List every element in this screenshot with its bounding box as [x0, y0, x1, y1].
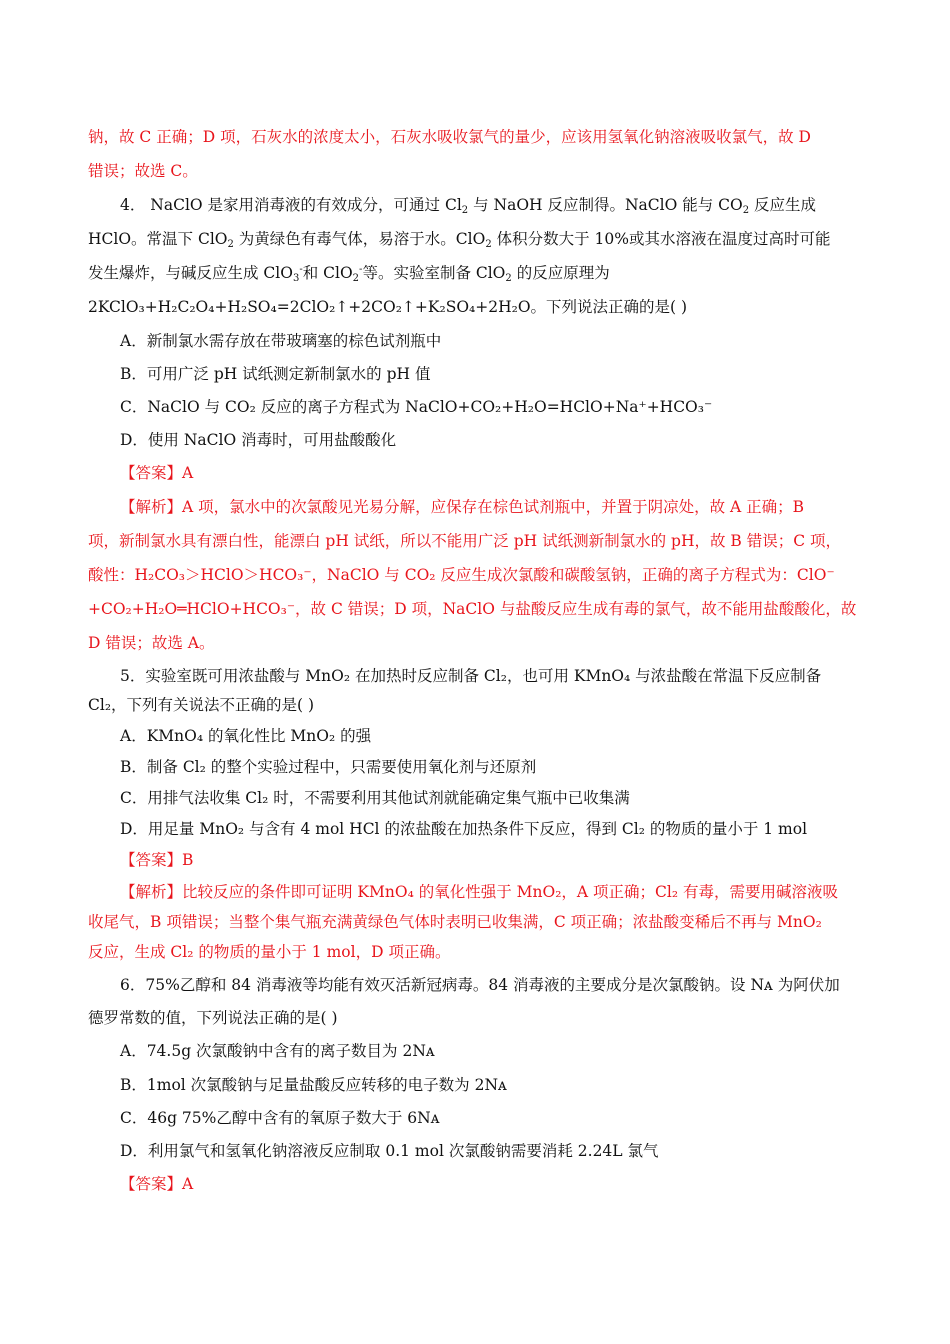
q4-stem-line-3: 发生爆炸，与碱反应生成 ClO$_3$-和 ClO$_2$-等。实验室制备 ClO$_2$ 的反应原理为	[88, 264, 610, 284]
q6-option-c: C．46g 75%乙醇中含有的氧原子数大于 6Nᴀ	[120, 1109, 440, 1127]
q4-explanation-line-3: 酸性：H₂CO₃＞HClO＞HCO₃⁻，NaClO 与 CO₂ 反应生成次氯酸和碳酸氢钠，正确的离子方程式为：ClO⁻	[88, 566, 835, 584]
prev-explanation-line-1: 钠，故 C 正确；D 项，石灰水的浓度太小，石灰水吸收氯气的量少，应该用氢氧化钠溶液吸收氯气，故 D	[88, 128, 811, 146]
q4-explanation-line-5: D 错误；故选 A。	[88, 634, 215, 652]
q5-stem-line-1: 5．实验室既可用浓盐酸与 MnO₂ 在加热时反应制备 Cl₂，也可用 KMnO₄ 与浓盐酸在常温下反应制备	[120, 667, 822, 685]
q4-option-d: D．使用 NaClO 消毒时，可用盐酸酸化	[120, 431, 397, 449]
q5-option-a: A．KMnO₄ 的氧化性比 MnO₂ 的强	[120, 727, 372, 745]
q4-option-b: B．可用广泛 pH 试纸测定新制氯水的 pH 值	[120, 365, 431, 383]
q4-option-c: C．NaClO 与 CO₂ 反应的离子方程式为 NaClO+CO₂+H₂O=HClO+Na⁺+HCO₃⁻	[120, 398, 713, 416]
q5-option-b: B．制备 Cl₂ 的整个实验过程中，只需要使用氧化剂与还原剂	[120, 758, 537, 776]
q5-option-c: C．用排气法收集 Cl₂ 时，不需要利用其他试剂就能确定集气瓶中已收集满	[120, 789, 630, 807]
q5-explanation-line-3: 反应，生成 Cl₂ 的物质的量小于 1 mol，D 项正确。	[88, 943, 451, 961]
q4-option-a: A．新制氯水需存放在带玻璃塞的棕色试剂瓶中	[120, 332, 442, 350]
q4-explanation-line-2: 项，新制氯水具有漂白性，能漂白 pH 试纸，所以不能用广泛 pH 试纸测新制氯水的 pH，故 B 错误；C 项，	[88, 532, 841, 550]
q4-explanation-line-4: +CO₂+H₂O═HClO+HCO₃⁻，故 C 错误；D 项，NaClO 与盐酸反应生成有毒的氯气，故不能用盐酸酸化，故	[88, 600, 857, 618]
q6-option-d: D．利用氯气和氢氧化钠溶液反应制取 0.1 mol 次氯酸钠需要消耗 2.24L 氯气	[120, 1142, 659, 1160]
q4-stem-line-4: 2KClO₃+H₂C₂O₄+H₂SO₄=2ClO₂↑+2CO₂↑+K₂SO₄+2H₂O。下列说法正确的是( )	[88, 298, 688, 316]
q6-option-b: B．1mol 次氯酸钠与足量盐酸反应转移的电子数为 2Nᴀ	[120, 1076, 507, 1094]
prev-explanation-line-2: 错误；故选 C。	[88, 162, 198, 180]
q4-explanation-line-1: 【解析】A 项，氯水中的次氯酸见光易分解，应保存在棕色试剂瓶中，并置于阴凉处，故 A 正确；B	[120, 498, 805, 516]
q5-explanation-line-2: 收尾气，B 项错误；当整个集气瓶充满黄绿色气体时表明已收集满，C 项正确；浓盐酸变稀后不再与 MnO₂	[88, 913, 822, 931]
q5-explanation-line-1: 【解析】比较反应的条件即可证明 KMnO₄ 的氧化性强于 MnO₂，A 项正确；Cl₂ 有毒，需要用碱溶液吸	[120, 883, 838, 901]
q5-option-d: D．用足量 MnO₂ 与含有 4 mol HCl 的浓盐酸在加热条件下反应，得到 Cl₂ 的物质的量小于 1 mol	[120, 820, 808, 838]
q6-option-a: A．74.5g 次氯酸钠中含有的离子数目为 2Nᴀ	[120, 1042, 435, 1060]
q4-answer: 【答案】A	[120, 464, 194, 482]
q4-stem-line-1: 4． NaClO 是家用消毒液的有效成分，可通过 $Cl_2$ 与 NaOH 反应制得。NaClO 能与 $CO_2$ 反应生成	[120, 196, 817, 216]
q5-answer: 【答案】B	[120, 851, 194, 869]
q4-stem-line-2: HClO。常温下 ClO$_2$ 为黄绿色有毒气体，易溶于水。ClO$_2$ 体积分数大于 10%或其水溶液在温度过高时可能	[88, 230, 831, 250]
q5-stem-line-2: Cl₂，下列有关说法不正确的是( )	[88, 696, 315, 714]
q6-stem-line-2: 德罗常数的值，下列说法正确的是( )	[88, 1009, 338, 1027]
q6-stem-line-1: 6．75%乙醇和 84 消毒液等均能有效灭活新冠病毒。84 消毒液的主要成分是次氯酸钠。设 Nᴀ 为阿伏加	[120, 976, 840, 994]
q6-answer: 【答案】A	[120, 1175, 194, 1193]
